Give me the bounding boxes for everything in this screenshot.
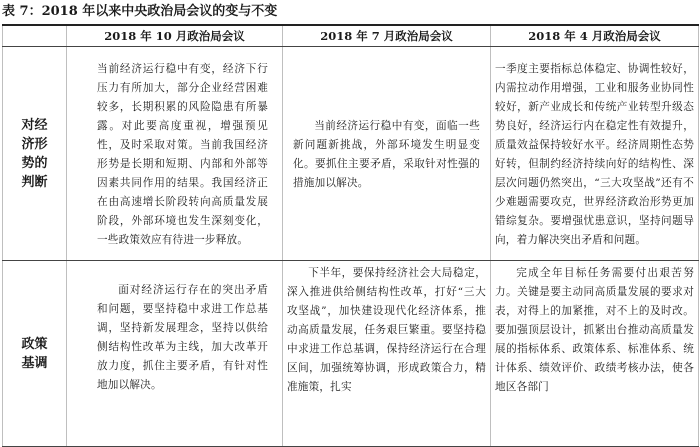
comparison-table	[2, 24, 699, 447]
table-row	[3, 47, 699, 261]
cell-jul-policy-tone: 下半年，要保持经济社会大局稳定，深入推进供给侧结构性改革，打好“三大攻坚战”，加快建设现代化经济体系，推动高质量发展，任务艰巨繁重。要坚持稳中求进工作总基调，保持经济运行在合理区间，加强统筹协调，形成政策合力，精准施策，扎实	[287, 267, 486, 393]
header-jul-meeting: 2018 年 7 月政治局会议	[283, 25, 491, 47]
cell-oct-economic-judgment: 当前经济运行稳中有变，经济下行压力有所加大，部分企业经营困难较多，长期积累的风险隐患有所暴露。对此要高度重视，增强预见性，及时采取对策。当前我国经济形势是长期和短期、内部和外部等因素共同作用的结果。我国经济正在由高速增长阶段转向高质量发展阶段，外部环境也发生深刻变化，一些政策效应有待进一步释放。	[97, 63, 268, 246]
row-label-economic-judgment: 对经济形势的判断	[3, 47, 67, 261]
header-apr-meeting: 2018 年 4 月政治局会议	[491, 25, 699, 47]
cell-apr-policy-tone: 完成全年目标任务需要付出艰苦努力。关键是要主动同高质量发展的要求对表，对得上的加紧推，对不上的及时改。要加强顶层设计，抓紧出台推动高质量发展的指标体系、政策体系、标准体系、统计体系、绩效评价、政绩考核办法，使各地区各部门	[495, 267, 694, 393]
cell-oct-policy-tone: 面对经济运行存在的突出矛盾和问题，要坚持稳中求进工作总基调，坚持新发展理念，坚持以供给侧结构性改革为主线，加大改革开放力度，抓住主要矛盾，有针对性地加以解决。	[97, 284, 268, 391]
table-row	[3, 261, 699, 447]
table-header-row	[3, 25, 699, 47]
header-oct-meeting: 2018 年 10 月政治局会议	[67, 25, 283, 47]
table-title: 表 7：2018 年以来中央政治局会议的变与不变	[2, 4, 278, 19]
header-corner	[3, 25, 67, 47]
cell-jul-economic-judgment: 当前经济运行稳中有变，面临一些新问题新挑战，外部环境发生明显变化。要抓住主要矛盾，采取针对性强的措施加以解决。	[293, 120, 480, 189]
row-label-policy-tone: 政策基调	[3, 261, 67, 447]
cell-apr-economic-judgment: 一季度主要指标总体稳定、协调性较好，内需拉动作用增强，工业和服务业协同性较好，新产业成长和传统产业转型升级态势良好，经济运行内在稳定性有效提升，质量效益保持较好水平。经济周期性态势好转，但制约经济持续向好的结构性、深层次问题仍然突出，“三大攻坚战”还有不少难题需要攻克，世界经济政治形势更加错综复杂。要增强忧患意识，坚持问题导向，着力解决突出矛盾和问题。	[495, 63, 694, 246]
